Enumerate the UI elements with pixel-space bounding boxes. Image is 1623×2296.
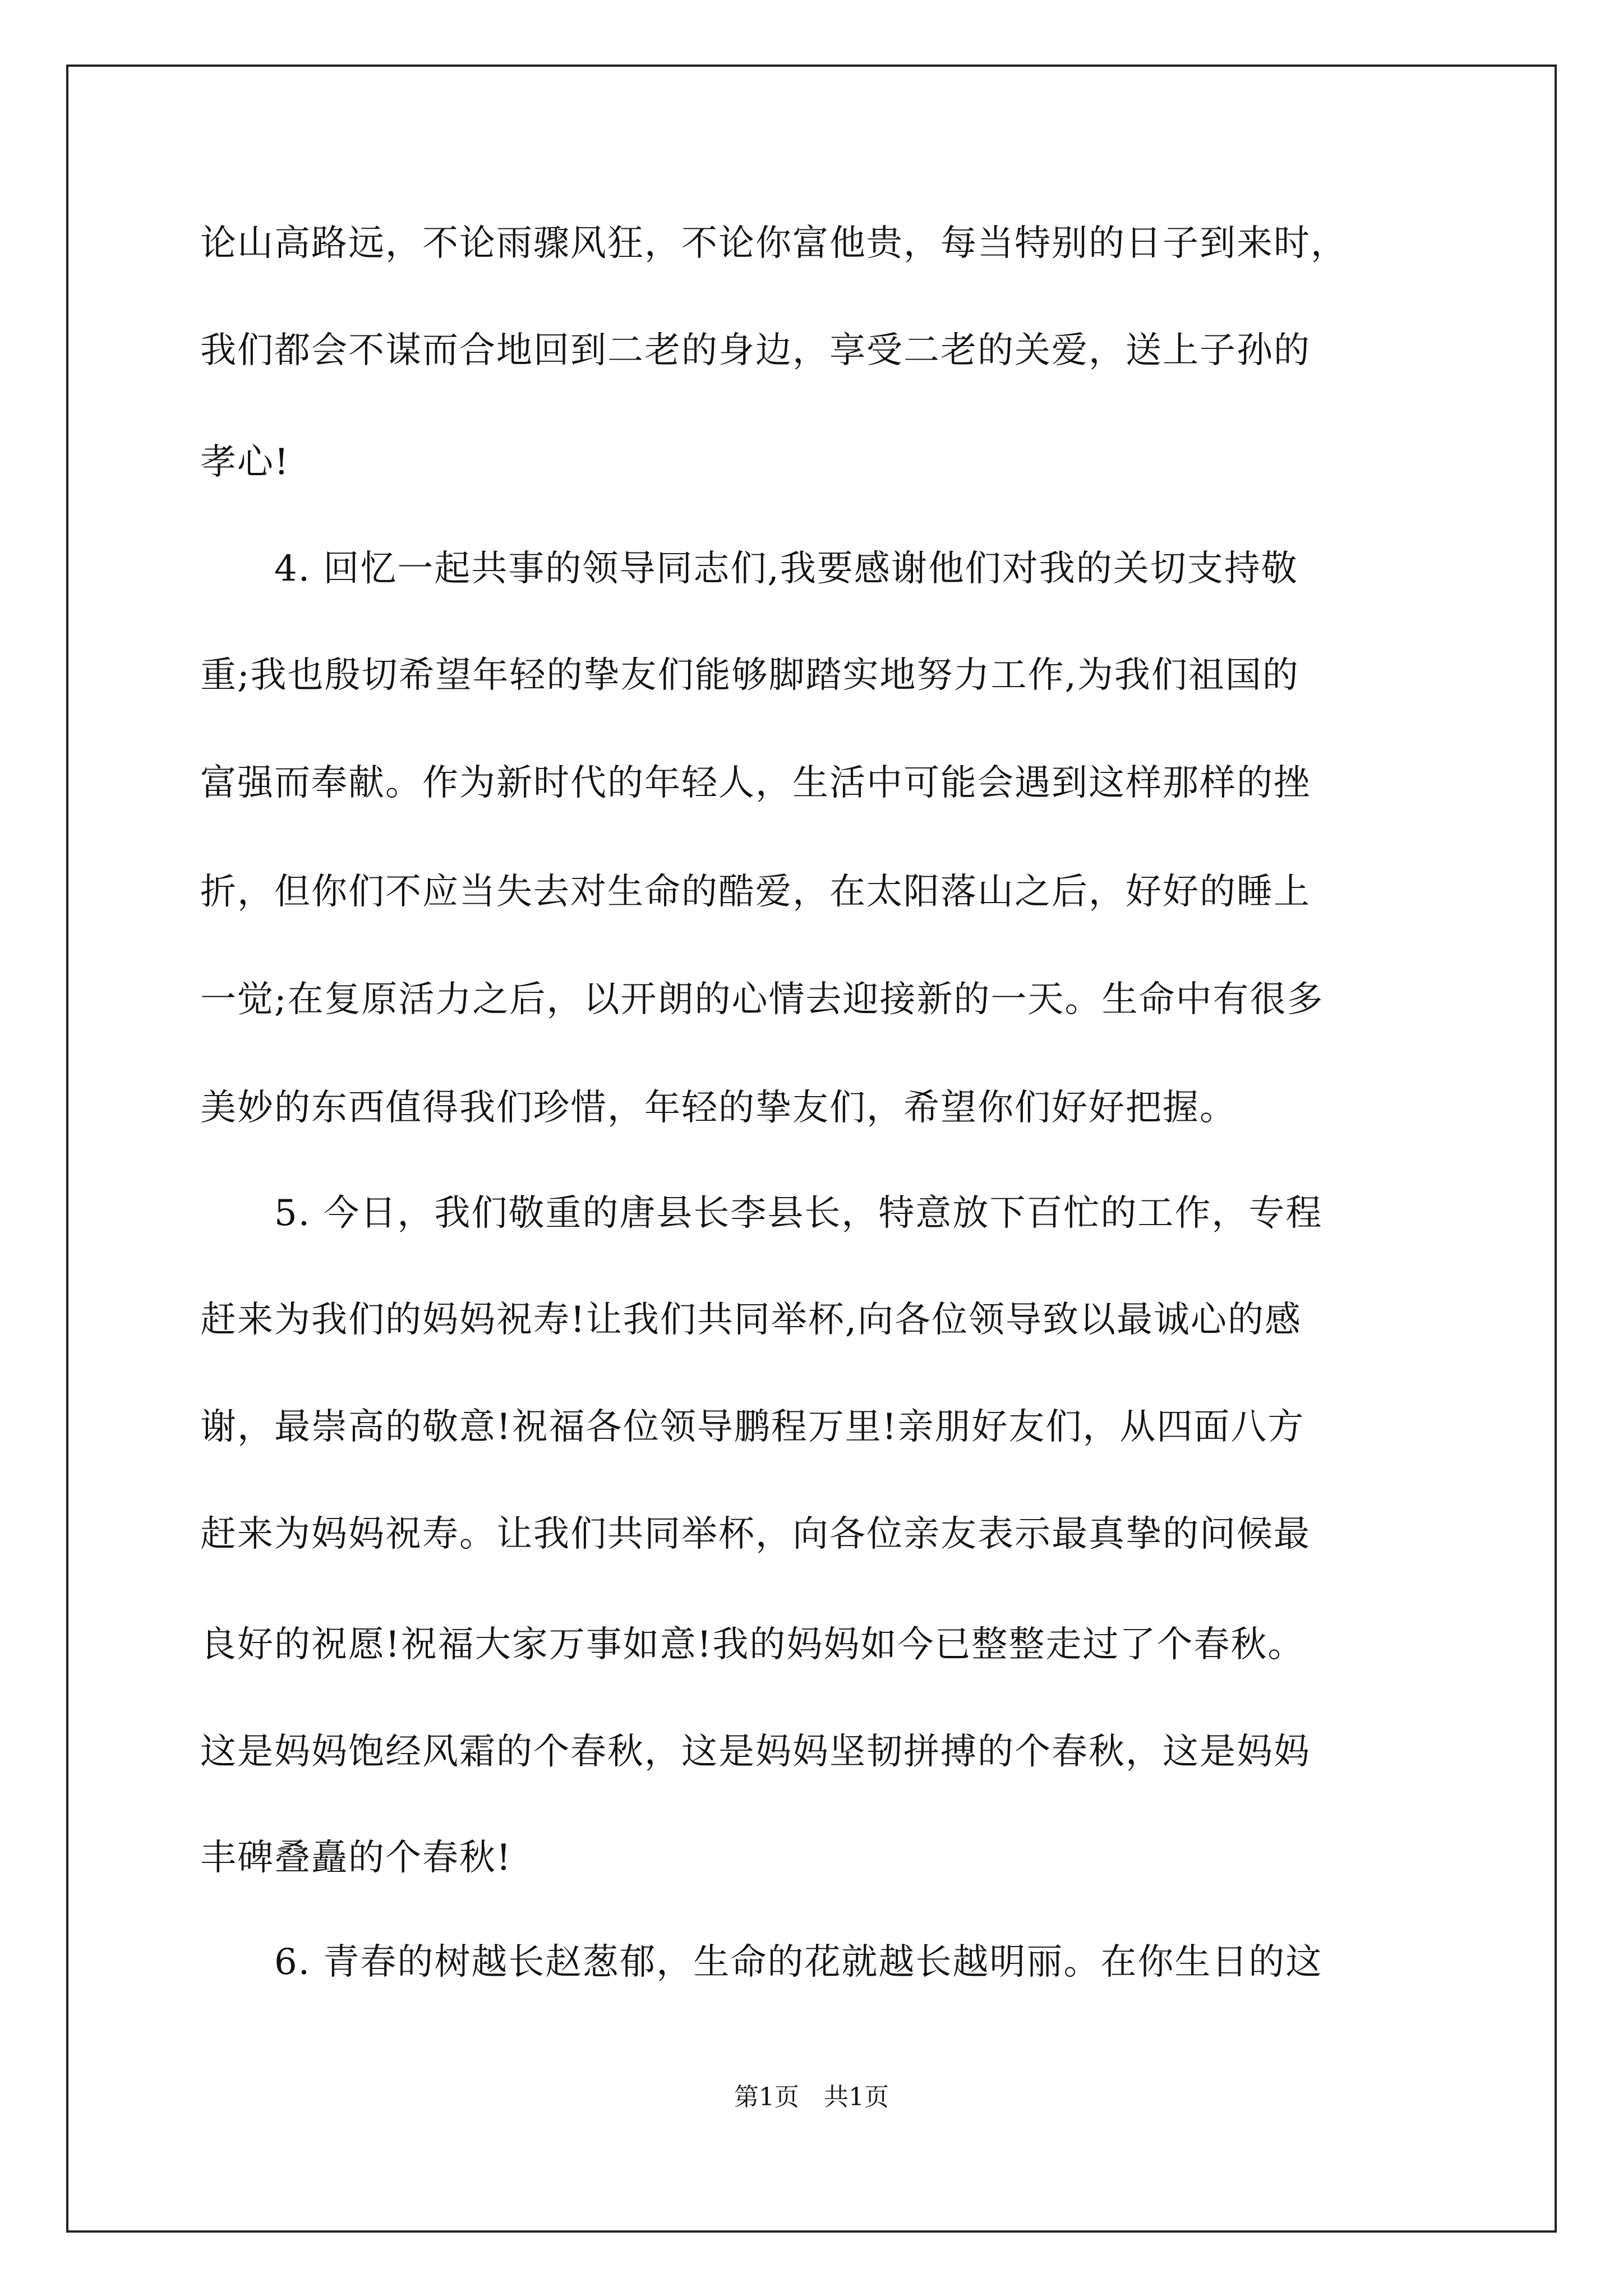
text-line: 谢，最崇高的敬意!祝福各位领导鹏程万里!亲朋好友们，从四面八方 bbox=[200, 1406, 1305, 1448]
text-line: 富强而奉献。作为新时代的年轻人，生活中可能会遇到这样那样的挫 bbox=[200, 762, 1311, 804]
text-line: 美妙的东西值得我们珍惜，年轻的挚友们，希望你们好好把握。 bbox=[200, 1087, 1237, 1129]
text-line: 一觉;在复原活力之后，以开朗的心情去迎接新的一天。生命中有很多 bbox=[200, 979, 1324, 1020]
text-line: 4. 回忆一起共事的领导同志们,我要感谢他们对我的关切支持敬 bbox=[200, 548, 1298, 590]
page-footer: 第1页 共1页 bbox=[734, 2083, 889, 2111]
text-line: 我们都会不谋而合地回到二老的身边，享受二老的关爱，送上子孙的 bbox=[200, 330, 1311, 371]
text-line: 这是妈妈饱经风霜的个春秋，这是妈妈坚韧拼搏的个春秋，这是妈妈 bbox=[200, 1731, 1311, 1773]
text-line: 良好的祝愿!祝福大家万事如意!我的妈妈如今已整整走过了个春秋。 bbox=[200, 1624, 1305, 1665]
text-line: 5. 今日，我们敬重的唐县长李县长，特意放下百忙的工作，专程 bbox=[200, 1193, 1323, 1234]
page-border bbox=[66, 65, 1557, 2233]
text-line: 孝心! bbox=[200, 441, 290, 483]
text-line: 重;我也殷切希望年轻的挚友们能够脚踏实地努力工作,为我们祖国的 bbox=[200, 655, 1299, 696]
text-line: 丰碑叠矗的个春秋! bbox=[200, 1837, 512, 1879]
text-line: 6. 青春的树越长赵葱郁，生命的花就越长越明丽。在你生日的这 bbox=[200, 1941, 1323, 1983]
text-line: 赶来为我们的妈妈祝寿!让我们共同举杯,向各位领导致以最诚心的感 bbox=[200, 1299, 1302, 1341]
text-line: 论山高路远，不论雨骤风狂，不论你富他贵，每当特别的日子到来时， bbox=[200, 223, 1348, 264]
text-line: 赶来为妈妈祝寿。让我们共同举杯，向各位亲友表示最真挚的问候最 bbox=[200, 1513, 1311, 1555]
text-line: 折，但你们不应当失去对生命的酷爱，在太阳落山之后，好好的睡上 bbox=[200, 871, 1311, 913]
